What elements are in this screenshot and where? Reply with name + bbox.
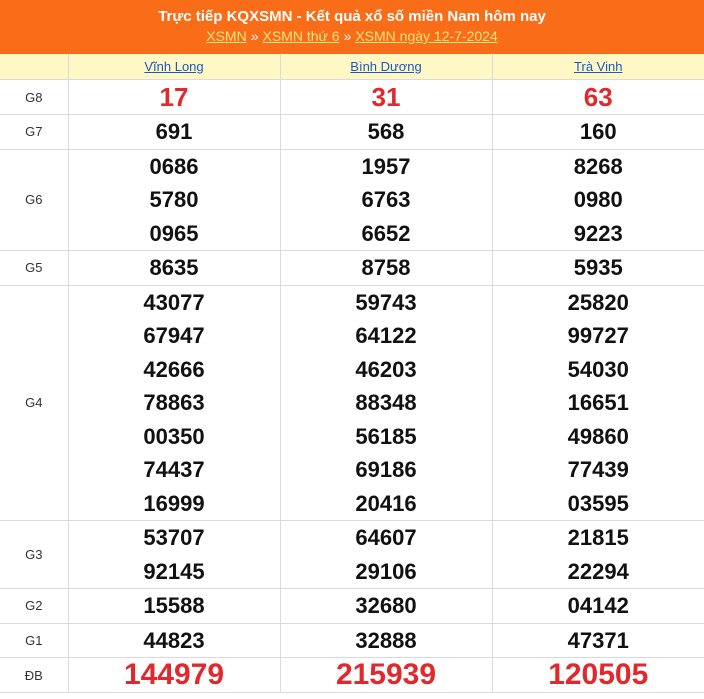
result-cell <box>492 589 704 624</box>
prize-label: G8 <box>0 80 68 115</box>
province-header <box>68 54 280 80</box>
result-cell <box>280 251 492 286</box>
prize-number: 25820 <box>567 289 629 315</box>
prize-row <box>0 251 704 286</box>
prize-number: 5935 <box>573 255 623 280</box>
result-cell <box>68 285 280 521</box>
province-link-tra-vinh[interactable]: Trà Vinh <box>574 58 623 74</box>
prize-row <box>0 589 704 624</box>
prize-number: 54030 <box>567 356 629 382</box>
prize-number: 00350 <box>143 423 205 449</box>
result-cell <box>68 149 280 251</box>
prize-number: 8635 <box>149 255 199 280</box>
prize-number: 49860 <box>567 423 629 449</box>
prize-number: 9223 <box>573 220 623 246</box>
prize-number: 1957 <box>361 153 411 179</box>
prize-number: 29106 <box>355 558 417 584</box>
prize-number: 16651 <box>567 390 629 415</box>
page-title: Trực tiếp KQXSMN - Kết quả xổ số miền Nam hôm nay <box>158 8 546 25</box>
result-cell <box>68 251 280 286</box>
prize-number: 69186 <box>355 457 417 482</box>
prize-label: G2 <box>0 589 68 624</box>
special-prize-number: 120505 <box>548 658 649 691</box>
prize-label: ĐB <box>0 658 68 693</box>
result-cell <box>492 115 704 150</box>
prize-number: 74437 <box>143 457 205 482</box>
result-cell <box>492 658 704 693</box>
prize-number: 5780 <box>149 187 199 212</box>
prize-label: G6 <box>0 149 68 251</box>
province-header <box>280 54 492 80</box>
result-cell <box>68 521 280 589</box>
prize-label: G7 <box>0 115 68 150</box>
prize-number: 04142 <box>567 593 629 618</box>
results-header <box>0 0 704 54</box>
prize-number: 59743 <box>355 289 417 315</box>
prize-number: 67947 <box>143 323 205 348</box>
result-cell <box>280 521 492 589</box>
results-table <box>0 54 704 693</box>
prize-number: 42666 <box>143 356 205 382</box>
result-cell <box>280 658 492 693</box>
prize-number: 160 <box>579 119 617 144</box>
prize-number: 92145 <box>143 558 205 584</box>
prize-number: 43077 <box>143 289 205 315</box>
result-cell <box>492 521 704 589</box>
special-prize-number: 144979 <box>123 658 225 691</box>
prize-number: 32888 <box>355 627 417 653</box>
prize-number: 0686 <box>149 153 199 179</box>
breadcrumb-separator: » <box>250 28 259 44</box>
result-cell <box>492 285 704 521</box>
prize-number: 6652 <box>361 220 411 246</box>
prize-label: G3 <box>0 521 68 589</box>
breadcrumb-xsmn-link[interactable]: XSMN <box>206 28 247 44</box>
prize-number: 77439 <box>567 457 629 482</box>
special-prize-number: 215939 <box>335 658 437 691</box>
prize-number: 64122 <box>355 323 417 348</box>
prize-number: 15588 <box>143 593 205 618</box>
prize-row <box>0 115 704 150</box>
province-link-vinh-long[interactable]: Vĩnh Long <box>144 58 204 74</box>
result-cell <box>68 623 280 658</box>
result-cell <box>492 149 704 251</box>
result-cell <box>280 589 492 624</box>
breadcrumb-weekday-link[interactable]: XSMN thứ 6 <box>262 28 340 44</box>
breadcrumb-date-link[interactable]: XSMN ngày 12-7-2024 <box>355 28 498 44</box>
result-cell <box>280 149 492 251</box>
prize-number: 32680 <box>355 593 417 618</box>
prize-number: 64607 <box>355 525 417 550</box>
result-cell <box>492 251 704 286</box>
prize-number: 0980 <box>573 187 623 212</box>
result-cell <box>68 80 280 115</box>
result-cell <box>492 623 704 658</box>
prize-number: 31 <box>371 82 401 112</box>
corner-cell <box>0 54 68 80</box>
prize-number: 99727 <box>567 323 629 348</box>
prize-number: 44823 <box>143 627 205 653</box>
prize-label: G1 <box>0 623 68 658</box>
prize-number: 17 <box>159 82 189 112</box>
prize-number: 20416 <box>355 490 417 516</box>
prize-label: G5 <box>0 251 68 286</box>
prize-number: 53707 <box>143 525 205 550</box>
result-cell <box>68 115 280 150</box>
prize-row <box>0 521 704 589</box>
result-cell <box>280 285 492 521</box>
prize-number: 568 <box>367 119 405 144</box>
result-cell <box>68 589 280 624</box>
province-header-row <box>0 54 704 80</box>
result-cell <box>492 80 704 115</box>
prize-number: 8758 <box>361 255 411 280</box>
prize-row <box>0 80 704 115</box>
prize-number: 78863 <box>143 390 205 415</box>
province-header <box>492 54 704 80</box>
prize-row <box>0 285 704 521</box>
prize-number: 03595 <box>567 490 629 516</box>
prize-number: 46203 <box>355 356 417 382</box>
result-cell <box>280 623 492 658</box>
breadcrumb <box>0 27 704 46</box>
prize-number: 21815 <box>567 525 629 550</box>
prize-number: 16999 <box>143 490 205 516</box>
result-cell <box>280 80 492 115</box>
prize-number: 47371 <box>567 627 629 653</box>
prize-number: 63 <box>583 82 613 112</box>
result-cell <box>68 658 280 693</box>
prize-row <box>0 658 704 693</box>
prize-row <box>0 149 704 251</box>
province-link-binh-duong[interactable]: Bình Dương <box>350 58 422 74</box>
prize-number: 691 <box>155 119 193 144</box>
prize-number: 0965 <box>149 220 199 246</box>
prize-number: 6763 <box>361 187 411 212</box>
prize-number: 8268 <box>573 153 623 179</box>
prize-label: G4 <box>0 285 68 521</box>
prize-number: 88348 <box>355 390 417 415</box>
prize-row <box>0 623 704 658</box>
prize-number: 22294 <box>567 558 629 584</box>
breadcrumb-separator: » <box>343 28 352 44</box>
prize-number: 56185 <box>355 423 417 449</box>
result-cell <box>280 115 492 150</box>
